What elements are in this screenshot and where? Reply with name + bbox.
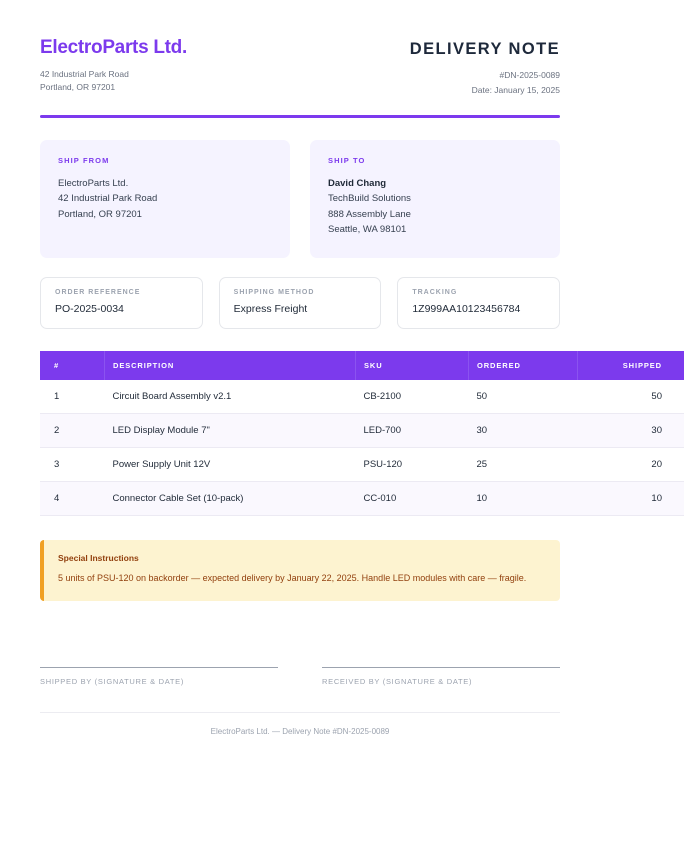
document-meta [410, 38, 560, 97]
cell-number: 2 [40, 414, 105, 448]
order-reference-label: ORDER REFERENCE [55, 288, 141, 296]
special-instructions-body: 5 units of PSU-120 on backorder — expected delivery by January 22, 2025. Handle LED modules with care — fragile. [58, 573, 527, 584]
shipment-info-section [40, 277, 560, 330]
shipped-by-signature-block [40, 667, 278, 686]
table-row [40, 482, 684, 516]
ship-from-line: 42 Industrial Park Road [58, 193, 158, 205]
table-header [40, 351, 684, 380]
cell-ordered: 30 [469, 414, 578, 448]
cell-number: 3 [40, 448, 105, 482]
ship-to-line: TechBuild Solutions [328, 193, 411, 205]
special-instructions-title: Special Instructions [58, 553, 139, 564]
shipped-by-signature-line[interactable] [40, 667, 278, 668]
table-row [40, 448, 684, 482]
header-divider [40, 115, 560, 118]
company-logo-text: ElectroParts Ltd. [40, 37, 187, 58]
page-title: DELIVERY NOTE [409, 40, 560, 58]
column-header-description: DESCRIPTION [105, 351, 356, 380]
document-header [40, 0, 560, 97]
received-by-label: RECEIVED BY (SIGNATURE & DATE) [322, 676, 473, 686]
tracking-label: TRACKING [412, 288, 458, 296]
cell-shipped: 30 [578, 414, 684, 448]
cell-ordered: 10 [469, 482, 578, 516]
ship-from-line: ElectroParts Ltd. [58, 178, 129, 190]
cell-ordered: 25 [469, 448, 578, 482]
ship-to-recipient-name: David Chang [328, 178, 387, 190]
ship-to-card [310, 140, 560, 258]
shipping-method-value: Express Freight [233, 302, 308, 315]
cell-sku: CB-2100 [356, 380, 469, 414]
cell-number: 4 [40, 482, 105, 516]
cell-shipped: 50 [578, 380, 684, 414]
cell-description: Connector Cable Set (10-pack) [105, 482, 356, 516]
cell-description: Circuit Board Assembly v2.1 [105, 380, 356, 414]
address-section [40, 140, 560, 258]
ship-from-label: SHIP FROM [58, 156, 110, 166]
document-number: #DN-2025-0089 [499, 70, 560, 81]
special-instructions-callout [40, 540, 560, 601]
ship-from-line: Portland, OR 97201 [58, 208, 142, 220]
company-address-line-2: Portland, OR 97201 [40, 82, 116, 93]
company-address-line-1: 42 Industrial Park Road [40, 68, 129, 79]
column-header-ordered: ORDERED [469, 351, 578, 380]
signature-section [40, 667, 560, 686]
cell-shipped: 20 [578, 448, 684, 482]
order-reference-value: PO-2025-0034 [55, 302, 124, 315]
tracking-card [397, 277, 560, 330]
received-by-signature-line[interactable] [322, 667, 560, 668]
column-header-number: # [40, 351, 105, 380]
ship-to-line: 888 Assembly Lane [328, 208, 411, 220]
footer-text: ElectroParts Ltd. — Delivery Note #DN-2025-0089 [210, 726, 390, 736]
cell-shipped: 10 [578, 482, 684, 516]
cell-number: 1 [40, 380, 105, 414]
line-items-table [40, 351, 684, 516]
shipped-by-label: SHIPPED BY (SIGNATURE & DATE) [40, 676, 185, 686]
column-header-shipped: SHIPPED [578, 351, 684, 380]
cell-sku: LED-700 [356, 414, 469, 448]
received-by-signature-block [322, 667, 560, 686]
tracking-value: 1Z999AA10123456784 [412, 302, 521, 315]
cell-sku: PSU-120 [356, 448, 469, 482]
cell-ordered: 50 [469, 380, 578, 414]
cell-sku: CC-010 [356, 482, 469, 516]
document-date: Date: January 15, 2025 [471, 84, 560, 95]
table-row [40, 414, 684, 448]
cell-description: Power Supply Unit 12V [105, 448, 356, 482]
brand-block [40, 38, 187, 94]
ship-from-card [40, 140, 290, 258]
table-row [40, 380, 684, 414]
table-header-row [40, 351, 684, 380]
shipping-method-card [219, 277, 382, 330]
column-header-sku: SKU [356, 351, 469, 380]
table-body [40, 380, 684, 516]
ship-to-label: SHIP TO [328, 156, 366, 166]
ship-to-line: Seattle, WA 98101 [328, 224, 407, 236]
cell-description: LED Display Module 7" [105, 414, 356, 448]
document-footer [40, 712, 560, 736]
shipping-method-label: SHIPPING METHOD [233, 288, 315, 296]
order-reference-card [40, 277, 203, 330]
